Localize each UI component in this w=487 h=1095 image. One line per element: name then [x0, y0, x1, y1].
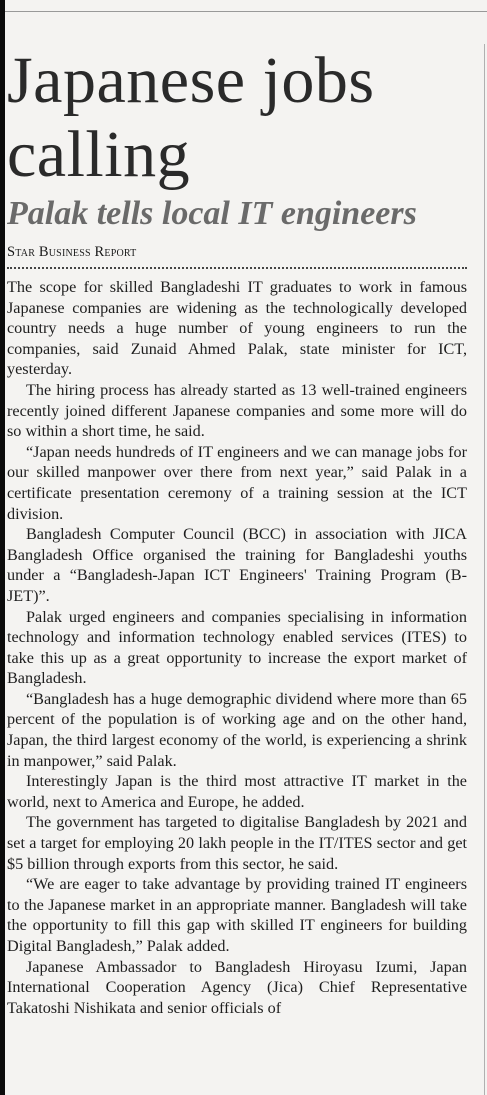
column-divider [484, 44, 485, 1095]
paragraph: “Japan needs hundreds of IT engineers and we can manage jobs for our skilled manpower over there from next year,” said Palak in a certificate presentation ceremony of a training session at the ICT division. [7, 442, 467, 523]
byline: Star Business Report [7, 244, 137, 260]
paragraph: Japanese Ambassador to Bangladesh Hiroyasu Izumi, Japan International Cooperation Agency (Jica) Chief Representative Takatoshi Nishikata and senior officials of [7, 957, 467, 1017]
left-column-rule [0, 0, 5, 1095]
paragraph: Palak urged engineers and companies specialising in information technology and information technology enabled services (ITES) to take this up as a great opportunity to increase the export market of Bangladesh. [7, 607, 467, 688]
paragraph: The scope for skilled Bangladeshi IT graduates to work in famous Japanese companies are widening as the technologically developed country needs a huge number of young engineers to run the companies, said Zunaid Ahmed Palak, state minister for ICT, yesterday. [7, 278, 467, 379]
paragraph: The hiring process has already started as 13 well-trained engineers recently joined different Japanese companies and some more will do so within a short time, he said. [7, 380, 467, 441]
article-body [7, 277, 467, 1018]
paragraph: Bangladesh Computer Council (BCC) in association with JICA Bangladesh Office organised the training for Bangladeshi youths under a “Bangladesh-Japan ICT Engineers' Training Program (B-JET)”. [7, 525, 467, 605]
paragraph: “Bangladesh has a huge demographic dividend where more than 65 percent of the population is of working age and on the other hand, Japan, the third largest economy of the world, is experiencing a shrink in manpower,” said Palak. [7, 689, 467, 770]
dotted-divider [7, 267, 467, 269]
subheadline: Palak tells local IT engineers [7, 195, 417, 232]
paragraph: Interestingly Japan is the third most attractive IT market in the world, next to America and Europe, he added. [7, 772, 467, 811]
article [7, 44, 467, 1018]
headline: Japanese jobs calling [7, 44, 375, 191]
paragraph: “We are eager to take advantage by providing trained IT engineers to the Japanese market in an appropriate manner. Bangladesh will take the opportunity to fill this gap with skilled IT engineers for building Digital Bangladesh,” Palak added. [7, 875, 467, 955]
paragraph: The government has targeted to digitalise Bangladesh by 2021 and set a target for employing 20 lakh people in the IT/ITES sector and get $5 billion through exports from this sector, he said. [7, 813, 467, 873]
top-rule [5, 11, 487, 12]
